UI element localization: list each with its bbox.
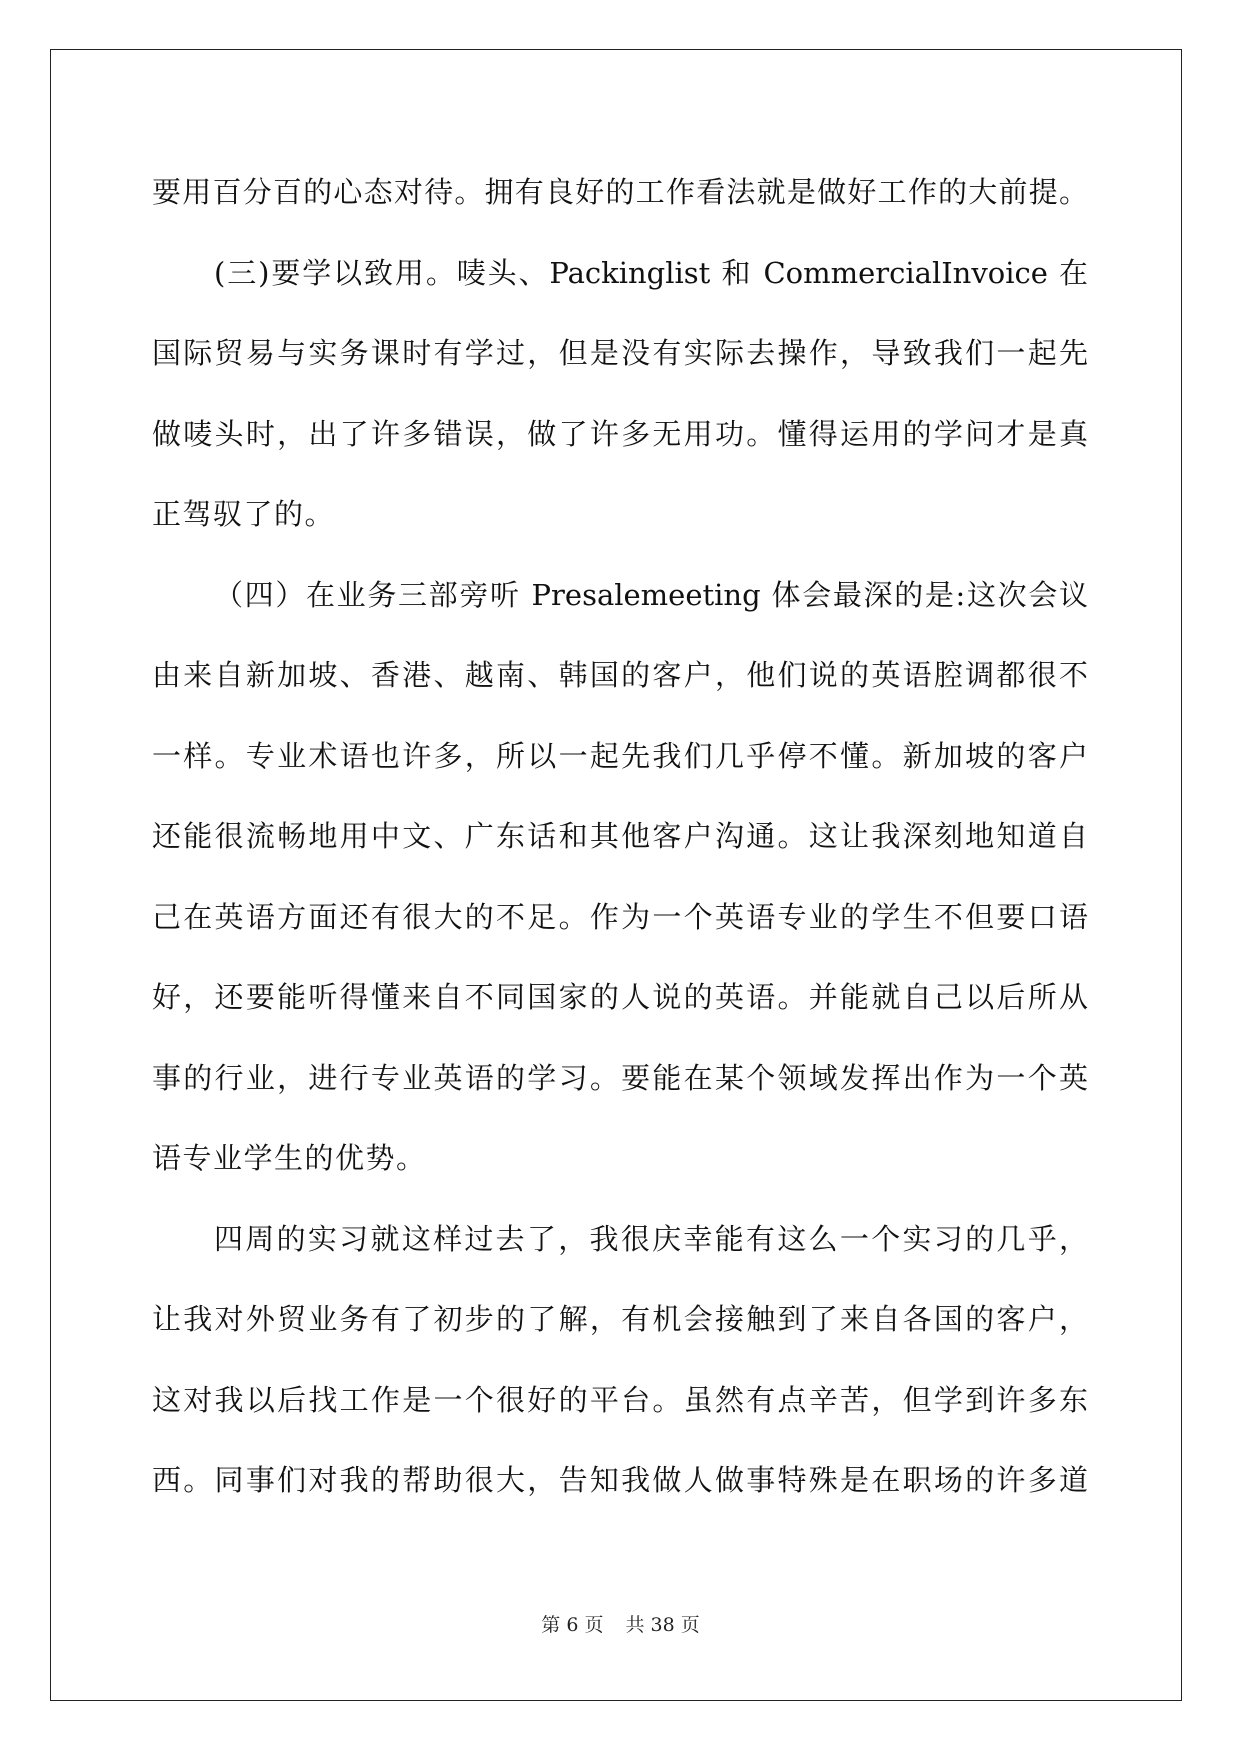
page-number: 第 6 页 <box>541 1614 604 1636</box>
text-line: 四周的实习就这样过去了，我很庆幸能有这么一个实习的几乎， <box>214 1221 1088 1256</box>
text-line: 让我对外贸业务有了初步的了解，有机会接触到了来自各国的客户， <box>152 1302 1088 1336</box>
page-footer <box>0 1610 1241 1637</box>
text-line: 正驾驭了的。 <box>152 497 336 531</box>
text-line: 西。同事们对我的帮助很大，告知我做人做事特殊是在职场的许多道 <box>152 1463 1088 1497</box>
text-line: (三)要学以致用。唛头、Packinglist 和 CommercialInvoice 在 <box>214 255 1088 290</box>
text-line: 由来自新加坡、香港、越南、韩国的客户，他们说的英语腔调都很不 <box>152 658 1088 692</box>
text-line: 己在英语方面还有很大的不足。作为一个英语专业的学生不但要口语 <box>152 899 1088 934</box>
text-line: 国际贸易与实务课时有学过，但是没有实际去操作，导致我们一起先 <box>152 336 1088 370</box>
document-body <box>152 165 1088 1534</box>
page-total: 共 38 页 <box>625 1614 700 1636</box>
text-line: （四）在业务三部旁听 Presalemeeting 体会最深的是:这次会议 <box>214 577 1088 612</box>
text-line: 事的行业，进行专业英语的学习。要能在某个领域发挥出作为一个英 <box>152 1060 1088 1095</box>
text-line: 这对我以后找工作是一个很好的平台。虽然有点辛苦，但学到许多东 <box>152 1382 1088 1417</box>
text-line: 一样。专业术语也许多，所以一起先我们几乎停不懂。新加坡的客户 <box>152 738 1088 773</box>
text-line: 还能很流畅地用中文、广东话和其他客户沟通。这让我深刻地知道自 <box>152 819 1088 853</box>
text-line: 好，还要能听得懂来自不同国家的人说的英语。并能就自己以后所从 <box>152 980 1088 1014</box>
text-line: 要用百分百的心态对待。拥有良好的工作看法就是做好工作的大前提。 <box>152 175 1088 209</box>
text-line: 做唛头时，出了许多错误，做了许多无用功。懂得运用的学问才是真 <box>152 416 1088 451</box>
text-line: 语专业学生的优势。 <box>152 1141 427 1175</box>
